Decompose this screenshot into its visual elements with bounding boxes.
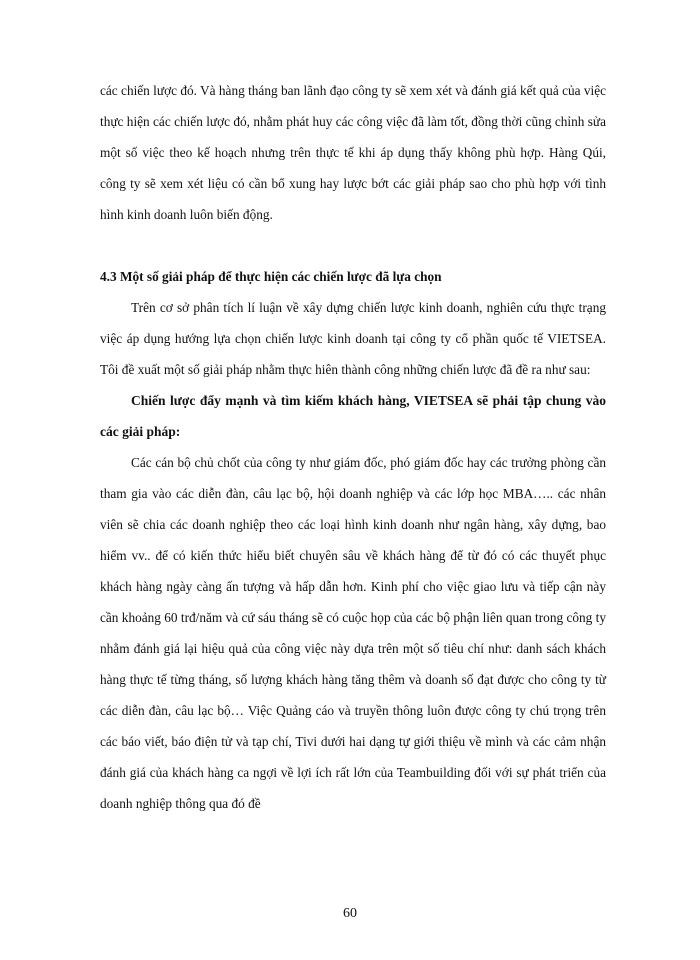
paragraph-intro: Trên cơ sở phân tích lí luận về xây dựng chiến lược kinh doanh, nghiên cứu thực trạng việc áp dụng hướng lựa chọn chiến lược kinh doanh tại công ty cổ phần quốc tế VIETSEA. Tôi đề xuất một số giải pháp nhằm thực hiên thành công những chiến lược đã đề ra như sau:	[100, 300, 606, 377]
bold-paragraph: Chiến lược đẩy mạnh và tìm kiếm khách hàng, VIETSEA sẽ phải tập chung vào các giải pháp:	[100, 393, 606, 439]
paragraph-body: Các cán bộ chủ chốt của công ty như giám đốc, phó giám đốc hay các trưởng phòng cần tham gia vào các diễn đàn, câu lạc bộ, hội doanh nghiệp và các lớp học MBA….. các nhân viên sẽ chia các doanh nghiệp theo các loại hình kinh doanh như ngân hàng, xây dựng, bao hiểm vv.. để có kiến thức hiểu biết chuyên sâu về khách hàng để từ đó có các thuyết phục khách hàng ngày càng ấn tượng và hấp dẫn hơn. Kinh phí cho việc giao lưu và tiếp cận này cần khoảng 60 trđ/năm và cứ sáu tháng sẽ có cuộc họp của các bộ phận liên quan trong công ty nhằm đánh giá lại hiệu quả của công việc này dựa trên một số tiêu chí như: danh sách khách hàng thực tế từng tháng, số lượng khách hàng tăng thêm và doanh số đạt được cho công ty từ các diễn đàn, câu lạc bộ… Việc Quảng cáo và truyền thông luôn được công ty chú trọng trên các báo viết, báo điện tử và tạp chí, Tivi dưới hai dạng tự giới thiệu về mình và các cảm nhận đánh giá của khách hàng ca ngợi về lợi ích rất lớn của Teambuilding đối với sự phát triển của doanh nghiệp thông qua đó đề	[100, 455, 606, 811]
paragraph-gap	[100, 230, 606, 261]
section-heading: 4.3 Một số giải pháp để thực hiện các chiến lược đã lựa chọn	[100, 269, 442, 284]
paragraph-continuation: các chiến lược đó. Và hàng tháng ban lãnh đạo công ty sẽ xem xét và đánh giá kết quả của việc thực hiện các chiến lược đó, nhằm phát huy các công việc đã làm tốt, đồng thời cũng chỉnh sửa một số việc theo kế hoạch nhưng trên thực tế khi áp dụng thấy không phù hợp. Hàng Qúi, công ty sẽ xem xét liệu có cần bổ xung hay lược bớt các giải pháp sao cho phù hợp với tình hình kinh doanh luôn biến động.	[100, 83, 606, 222]
page-number: 60	[343, 906, 357, 921]
body-text	[100, 75, 606, 819]
